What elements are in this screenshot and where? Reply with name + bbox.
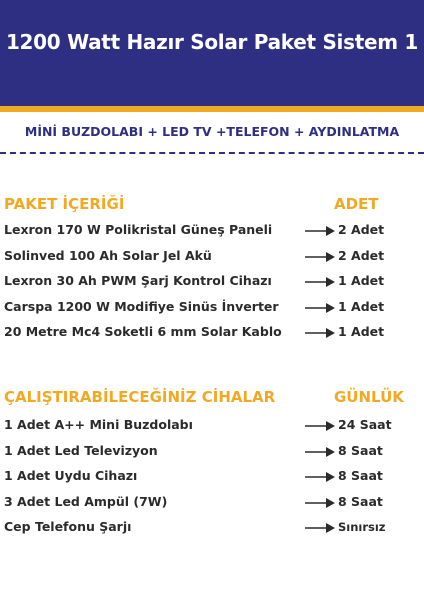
dashed-divider (0, 152, 424, 154)
devices-heading: ÇALIŞTIRABİLECEĞİNİZ CİHALAR (4, 388, 276, 406)
arrow-right-icon (304, 250, 336, 264)
arrow-right-icon (304, 418, 336, 432)
list-item (4, 414, 420, 436)
item-label: Carspa 1200 W Modifiye Sinüs İnverter (4, 298, 279, 314)
item-value: Sınırsız (338, 520, 386, 534)
item-label: Lexron 170 W Polikristal Güneş Paneli (4, 222, 273, 237)
arrow-right-icon (304, 469, 336, 483)
arrow-right-icon (304, 326, 336, 340)
item-label: Cep Telefonu Şarjı (4, 519, 132, 534)
item-label: 3 Adet Led Ampül (7W) (4, 493, 168, 509)
list-item (4, 516, 420, 538)
item-label: 1 Adet Led Televizyon (4, 442, 158, 458)
list-item (4, 321, 420, 343)
list-item (4, 219, 420, 241)
arrow-right-icon (304, 223, 336, 237)
arrow-right-icon (304, 301, 336, 315)
arrow-right-icon (304, 224, 336, 238)
item-label: 1 Adet Uydu Cihazı (4, 468, 138, 483)
item-value: 8 Saat (338, 442, 383, 458)
item-value: 1 Adet (338, 324, 385, 339)
list-item (4, 491, 420, 513)
list-item (4, 296, 420, 318)
arrow-right-icon (304, 325, 336, 339)
arrow-right-icon (304, 444, 336, 458)
arrow-right-icon (304, 521, 336, 535)
package-heading: PAKET İÇERİĞİ (4, 195, 125, 213)
item-value: 2 Adet (338, 222, 385, 237)
item-value: 1 Adet (338, 298, 385, 314)
devices-daily-heading: GÜNLÜK (334, 388, 404, 406)
arrow-right-icon (304, 274, 336, 288)
list-item (4, 245, 420, 267)
arrow-right-icon (304, 470, 336, 484)
page-subtitle: MİNİ BUZDOLABI + LED TV +TELEFON + AYDINLATMA (24, 124, 400, 139)
arrow-right-icon (304, 275, 336, 289)
item-label: Lexron 30 Ah PWM Şarj Kontrol Cihazı (4, 273, 272, 288)
page-title: 1200 Watt Hazır Solar Paket Sistem 1 (5, 30, 419, 54)
package-qty-heading: ADET (334, 195, 379, 213)
item-value: 1 Adet (338, 273, 385, 288)
item-label: 20 Metre Mc4 Soketli 6 mm Solar Kablo (4, 324, 282, 339)
item-value: 8 Saat (338, 493, 383, 509)
arrow-right-icon (304, 496, 336, 510)
item-label: Solinved 100 Ah Solar Jel Akü (4, 247, 212, 263)
arrow-right-icon (304, 419, 336, 433)
item-value: 8 Saat (338, 468, 383, 483)
arrow-right-icon (304, 495, 336, 509)
arrow-right-icon (304, 520, 336, 534)
header-banner (0, 0, 424, 112)
item-value: 2 Adet (338, 247, 385, 263)
list-item (4, 440, 420, 462)
arrow-right-icon (304, 249, 336, 263)
item-label: 1 Adet A++ Mini Buzdolabı (4, 417, 193, 432)
list-item (4, 465, 420, 487)
arrow-right-icon (304, 300, 336, 314)
list-item (4, 270, 420, 292)
arrow-right-icon (304, 445, 336, 459)
item-value: 24 Saat (338, 417, 392, 432)
